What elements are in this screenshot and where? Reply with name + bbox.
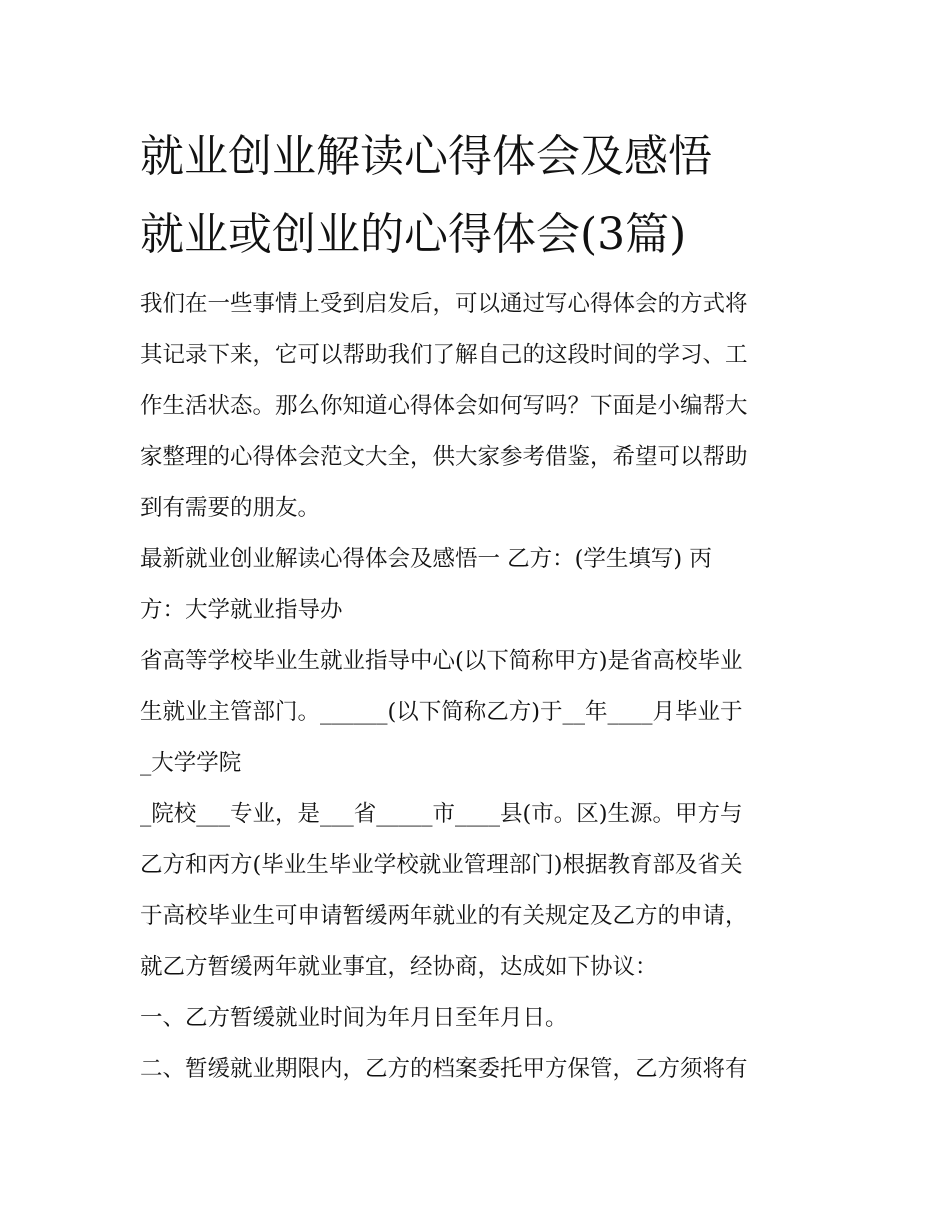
title-line-1: 就业创业解读心得体会及感悟 — [140, 131, 712, 182]
document-title — [140, 118, 820, 274]
agreement-paragraph-1 — [140, 636, 820, 789]
text-line: 其记录下来，它可以帮助我们了解自己的这段时间的学习、工 — [140, 342, 748, 368]
text-line: 一、乙方暂缓就业时间为年月日至年月日。 — [140, 1005, 568, 1031]
text-line: 于高校毕业生可申请暂缓两年就业的有关规定及乙方的申请， — [140, 903, 748, 929]
title-line-2: 就业或创业的心得体会(3篇) — [140, 209, 687, 260]
section-heading-paragraph — [140, 534, 820, 636]
text-line: 到有需要的朋友。 — [140, 495, 321, 521]
clause-1 — [140, 993, 820, 1044]
text-line: _院校___专业，是___省_____市____县(市。区)生源。甲方与 — [140, 801, 743, 827]
text-line: 最新就业创业解读心得体会及感悟一 乙方：(学生填写) 丙 — [140, 546, 712, 572]
clause-2 — [140, 1044, 820, 1095]
text-line: 二、暂缓就业期限内，乙方的档案委托甲方保管，乙方须将有 — [140, 1056, 748, 1082]
text-line: 家整理的心得体会范文大全，供大家参考借鉴，希望可以帮助 — [140, 444, 748, 470]
text-line: 省高等学校毕业生就业指导中心(以下简称甲方)是省高校毕业 — [140, 648, 743, 674]
text-line: _大学学院 — [140, 750, 242, 776]
text-line: 就乙方暂缓两年就业事宜，经协商，达成如下协议： — [140, 954, 658, 980]
text-line: 方：大学就业指导办 — [140, 597, 343, 623]
text-line: 生就业主管部门。______(以下简称乙方)于__年____月毕业于 — [140, 699, 743, 725]
text-line: 作生活状态。那么你知道心得体会如何写吗？下面是小编帮大 — [140, 393, 748, 419]
document-body — [140, 279, 820, 1095]
agreement-paragraph-2 — [140, 789, 820, 993]
text-line: 乙方和丙方(毕业生毕业学校就业管理部门)根据教育部及省关 — [140, 852, 743, 878]
intro-paragraph — [140, 279, 820, 534]
text-line: 我们在一些事情上受到启发后，可以通过写心得体会的方式将 — [140, 291, 748, 317]
